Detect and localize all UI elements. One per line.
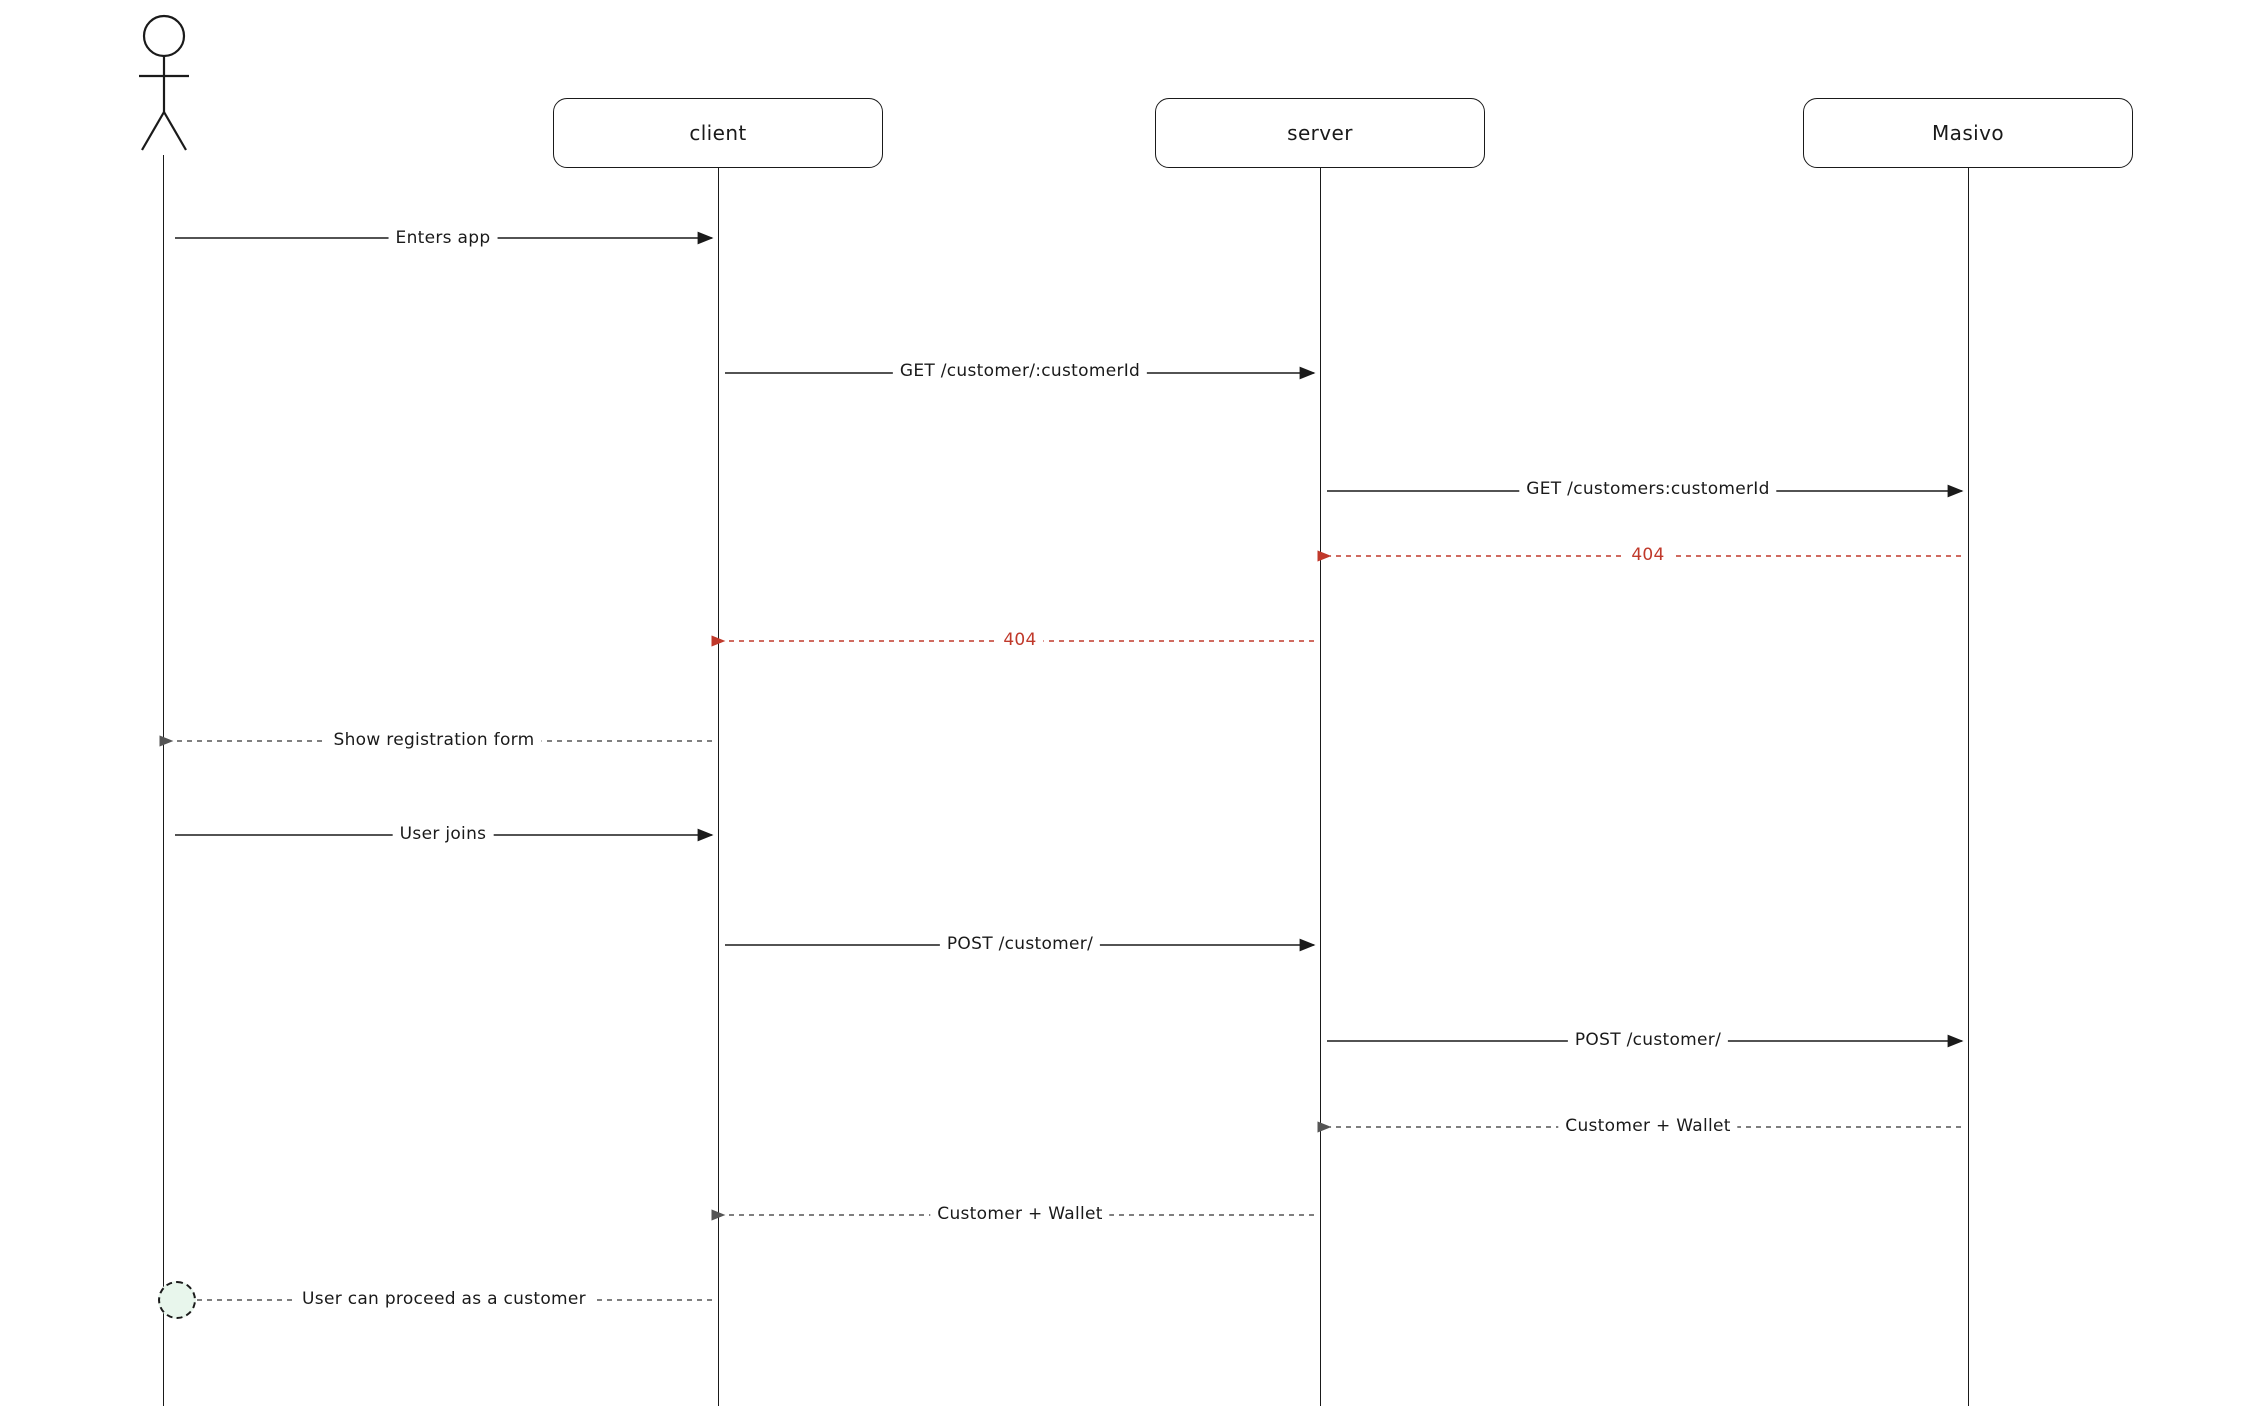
message-label-7: POST /customer/ [940,934,1100,954]
lifeline-client [718,167,719,1406]
message-label-8: POST /customer/ [1568,1030,1728,1050]
message-label-11: User can proceed as a customer [295,1289,593,1309]
participant-client-label: client [689,121,747,145]
message-label-4: 404 [996,630,1043,650]
end-marker [158,1281,196,1319]
participant-masivo-label: Masivo [1932,121,2004,145]
message-label-1: GET /customer/:customerId [893,361,1147,381]
participant-client[interactable] [553,98,883,168]
message-label-5: Show registration form [327,730,542,750]
participant-server[interactable] [1155,98,1485,168]
participant-masivo[interactable] [1803,98,2133,168]
lifeline-masivo [1968,167,1969,1406]
message-label-10: Customer + Wallet [930,1204,1109,1224]
message-label-6: User joins [393,824,494,844]
lifeline-server [1320,167,1321,1406]
participant-server-label: server [1287,121,1353,145]
message-label-9: Customer + Wallet [1558,1116,1737,1136]
message-label-2: GET /customers:customerId [1519,479,1776,499]
actor-icon [137,14,191,158]
message-label-0: Enters app [389,228,498,248]
message-label-3: 404 [1624,545,1671,565]
lifeline-actor [163,155,164,1406]
